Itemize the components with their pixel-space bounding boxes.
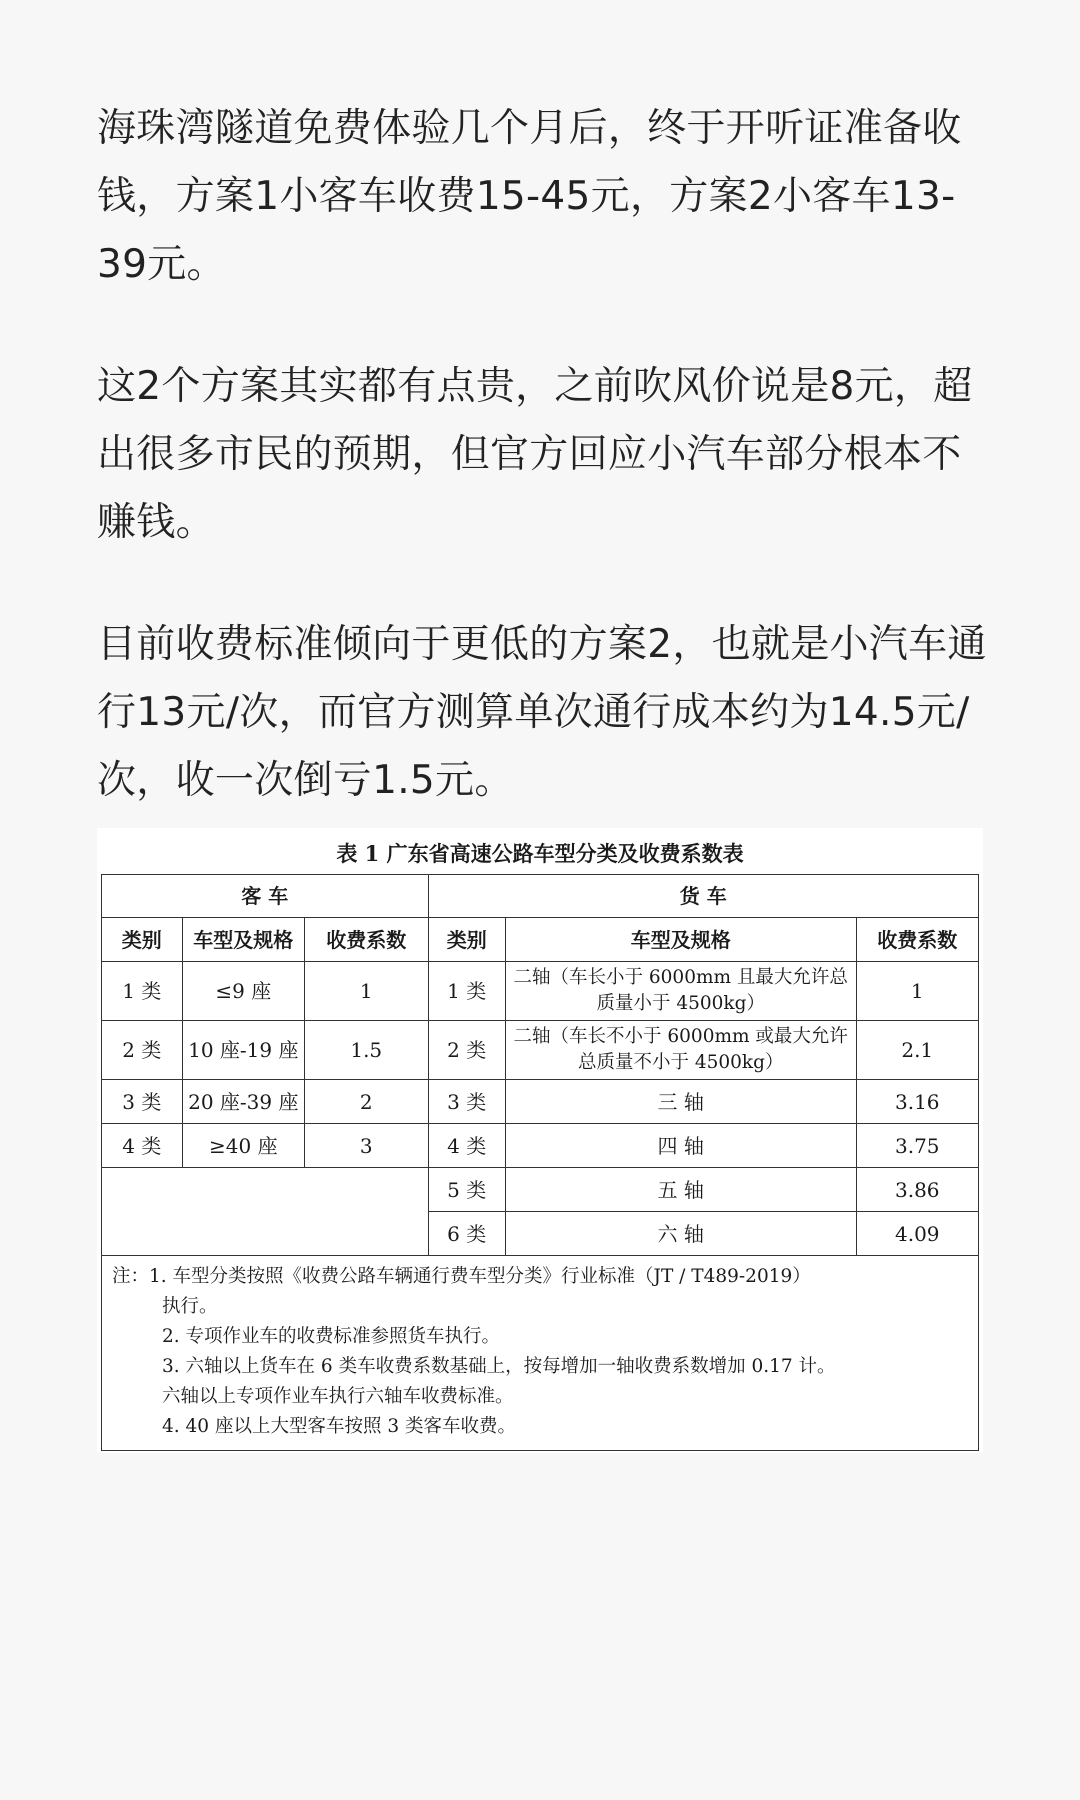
f-spec-cell: 五 轴 [505, 1168, 856, 1212]
p-coef-cell: 2 [305, 1080, 428, 1124]
toll-table-image[interactable] [97, 828, 983, 1453]
p-coef-cell: 1 [305, 962, 428, 1021]
f-spec-cell: 二轴（车长小于 6000mm 且最大允许总质量小于 4500kg） [505, 962, 856, 1021]
p-coef-cell: 3 [305, 1124, 428, 1168]
f-coef-cell: 2.1 [856, 1021, 978, 1080]
f-coef-cell: 3.75 [856, 1124, 978, 1168]
f-coef-cell: 1 [856, 962, 978, 1021]
group-passenger: 客 车 [102, 875, 429, 918]
p-class-cell: 4 类 [102, 1124, 183, 1168]
table-row [102, 1124, 979, 1168]
paragraph-1: 海珠湾隧道免费体验几个月后，终于开听证准备收钱，方案1小客车收费15-45元，方案2小客车13-39元。 [97, 106, 962, 287]
paragraph-3: 目前收费标准倾向于更低的方案2，也就是小汽车通行13元/次，而官方测算单次通行成本约为14.5元/次，收一次倒亏1.5元。 [97, 622, 987, 803]
f-class-cell: 2 类 [428, 1021, 505, 1080]
f-class-cell: 3 类 [428, 1080, 505, 1124]
p-spec-cell: 10 座-19 座 [182, 1021, 304, 1080]
paragraph-2: 这2个方案其实都有点贵，之前吹风价说是8元，超出很多市民的预期，但官方回应小汽车部分根本不赚钱。 [97, 364, 973, 545]
note-3: 3. 六轴以上货车在 6 类车收费系数基础上，按每增加一轴收费系数增加 0.17 计。 [162, 1356, 836, 1377]
f-coef-cell: 3.86 [856, 1168, 978, 1212]
group-freight: 货 车 [428, 875, 979, 918]
notes-row [102, 1256, 979, 1451]
header-f-class: 类别 [428, 918, 505, 962]
f-spec-cell: 二轴（车长不小于 6000mm 或最大允许总质量不小于 4500kg） [505, 1021, 856, 1080]
table-notes [102, 1256, 979, 1451]
p-spec-cell: 20 座-39 座 [182, 1080, 304, 1124]
f-class-cell: 5 类 [428, 1168, 505, 1212]
note-4: 4. 40 座以上大型客车按照 3 类客车收费。 [162, 1416, 516, 1437]
p-class-cell: 3 类 [102, 1080, 183, 1124]
f-class-cell: 1 类 [428, 962, 505, 1021]
table-row [102, 1168, 979, 1212]
header-f-spec: 车型及规格 [505, 918, 856, 962]
header-f-coef: 收费系数 [856, 918, 978, 962]
p-class-cell: 1 类 [102, 962, 183, 1021]
p-class-cell: 2 类 [102, 1021, 183, 1080]
table-title: 表 1 广东省高速公路车型分类及收费系数表 [336, 841, 744, 866]
table-row [102, 1021, 979, 1080]
f-coef-cell: 4.09 [856, 1212, 978, 1256]
f-class-cell: 6 类 [428, 1212, 505, 1256]
p-spec-cell: ≤9 座 [182, 962, 304, 1021]
f-coef-cell: 3.16 [856, 1080, 978, 1124]
article-body [97, 95, 987, 869]
header-p-coef: 收费系数 [305, 918, 428, 962]
header-p-spec: 车型及规格 [182, 918, 304, 962]
f-spec-cell: 三 轴 [505, 1080, 856, 1124]
p-spec-cell: ≥40 座 [182, 1124, 304, 1168]
p-coef-cell: 1.5 [305, 1021, 428, 1080]
note-3-cont: 六轴以上专项作业车执行六轴车收费标准。 [162, 1386, 514, 1407]
empty-cell [102, 1168, 429, 1256]
f-spec-cell: 六 轴 [505, 1212, 856, 1256]
f-class-cell: 4 类 [428, 1124, 505, 1168]
note-1: 注：1. 车型分类按照《收费公路车辆通行费车型分类》行业标准（JT / T489-2019） [112, 1266, 811, 1287]
table-row [102, 1080, 979, 1124]
note-1-cont: 执行。 [162, 1296, 218, 1317]
table-row [102, 962, 979, 1021]
header-p-class: 类别 [102, 918, 183, 962]
f-spec-cell: 四 轴 [505, 1124, 856, 1168]
toll-coefficient-table [101, 874, 979, 1451]
note-2: 2. 专项作业车的收费标准参照货车执行。 [162, 1326, 501, 1347]
